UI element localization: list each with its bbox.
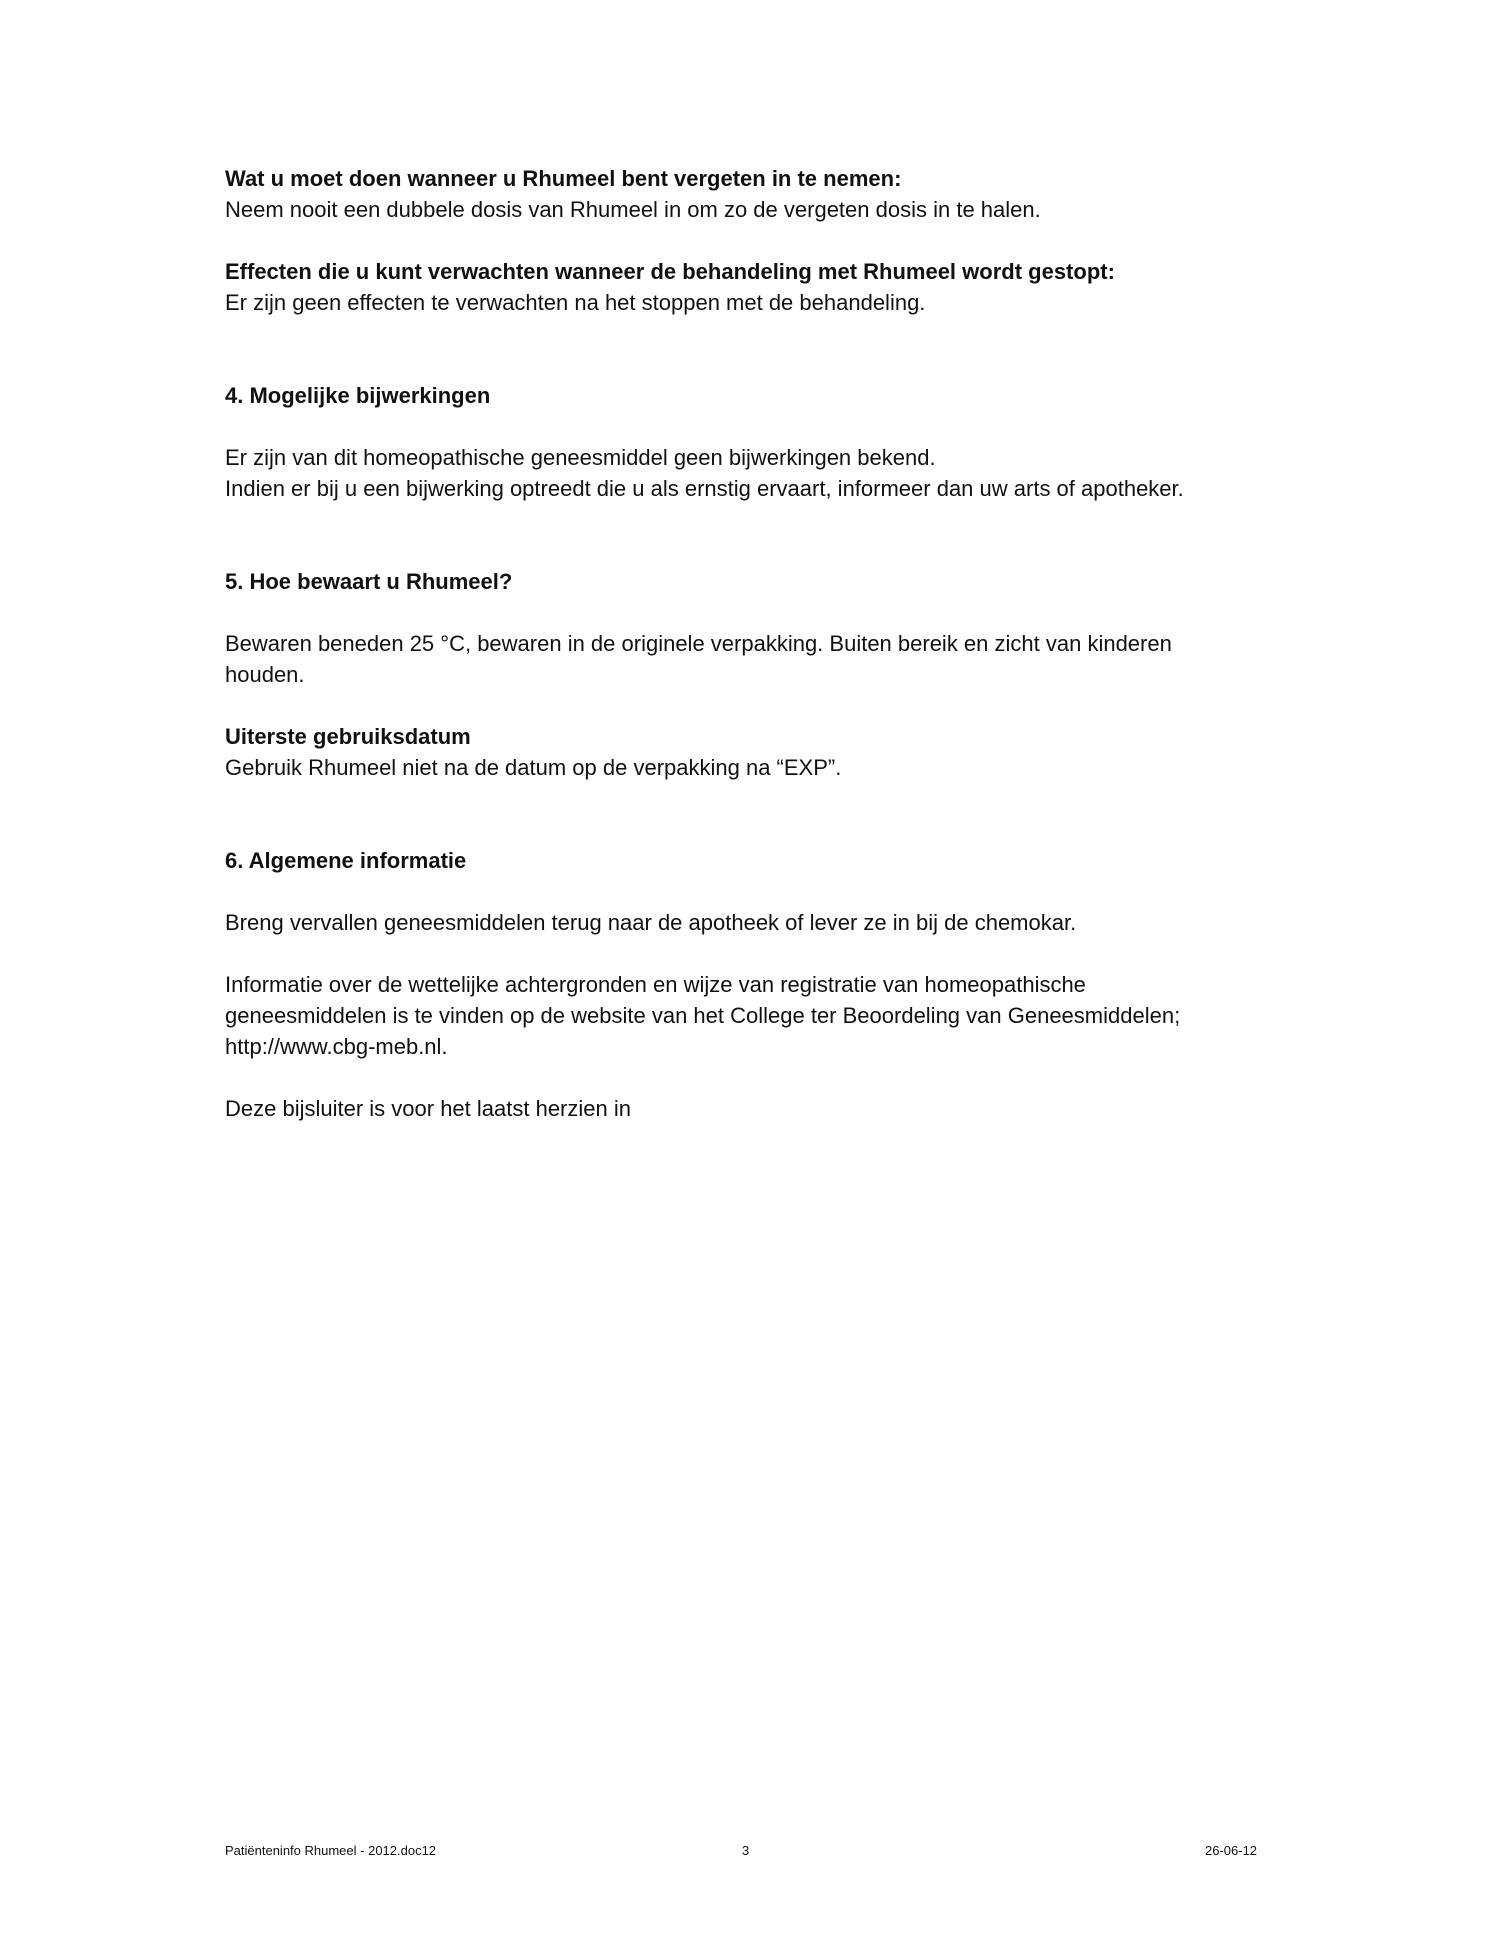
registration-info-line-2: geneesmiddelen is te vinden op de website van het College ter Beoordeling van Geneesmiddelen; — [225, 1003, 1181, 1028]
stop-treatment-heading: Effecten die u kunt verwachten wanneer de behandeling met Rhumeel wordt gestopt: — [225, 259, 1115, 284]
storage-line-2: houden. — [225, 662, 305, 687]
stop-treatment-text: Er zijn geen effecten te verwachten na het stoppen met de behandeling. — [225, 290, 926, 315]
footer-date: 26-06-12 — [1205, 1843, 1258, 1858]
revision-text: Deze bijsluiter is voor het laatst herzien in — [225, 1096, 631, 1121]
disposal-text: Breng vervallen geneesmiddelen terug naar de apotheek of lever ze in bij de chemokar. — [225, 910, 1077, 935]
side-effects-line-2: Indien er bij u een bijwerking optreedt die u als ernstig ervaart, informeer dan uw arts of apotheker. — [225, 476, 1184, 501]
footer-page-number: 3 — [742, 1843, 750, 1858]
storage-heading: 5. Hoe bewaart u Rhumeel? — [225, 569, 513, 594]
registration-info-line-1: Informatie over de wettelijke achtergronden en wijze van registratie van homeopathische — [225, 972, 1086, 997]
forgot-dose-text: Neem nooit een dubbele dosis van Rhumeel in om zo de vergeten dosis in te halen. — [225, 197, 1041, 222]
side-effects-line-1: Er zijn van dit homeopathische geneesmiddel geen bijwerkingen bekend. — [225, 445, 936, 470]
side-effects-heading: 4. Mogelijke bijwerkingen — [225, 383, 491, 408]
document-body — [225, 163, 1305, 1124]
footer-filename: Patiënteninfo Rhumeel - 2012.doc12 — [225, 1843, 437, 1858]
storage-line-1: Bewaren beneden 25 °C, bewaren in de originele verpakking. Buiten bereik en zicht van kinderen — [225, 631, 1172, 656]
forgot-dose-heading: Wat u moet doen wanneer u Rhumeel bent vergeten in te nemen: — [225, 166, 902, 191]
general-info-heading: 6. Algemene informatie — [225, 848, 467, 873]
registration-info-url: http://www.cbg-meb.nl. — [225, 1034, 448, 1059]
expiry-heading: Uiterste gebruiksdatum — [225, 724, 471, 749]
expiry-text: Gebruik Rhumeel niet na de datum op de verpakking na “EXP”. — [225, 755, 842, 780]
